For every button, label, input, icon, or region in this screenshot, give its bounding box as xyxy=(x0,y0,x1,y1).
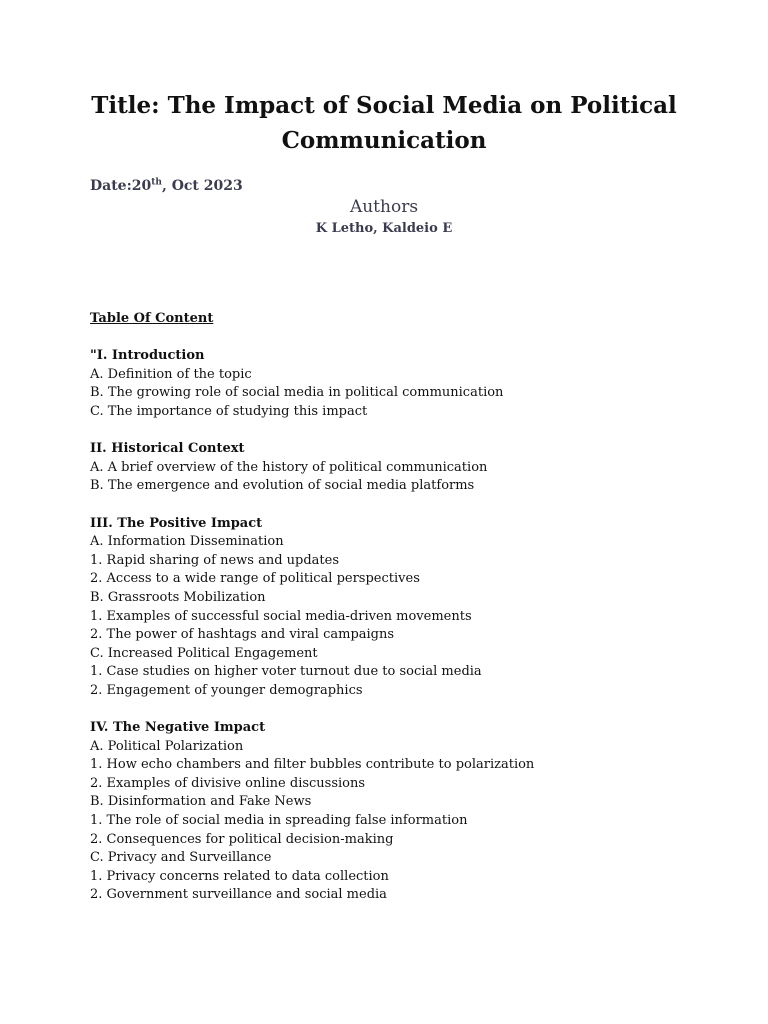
date-prefix: Date:20 xyxy=(90,178,152,194)
toc-line: 2. Engagement of younger demographics xyxy=(90,682,363,698)
toc-line: 1. Privacy concerns related to data collection xyxy=(90,868,389,884)
section-title: III. The Positive Impact xyxy=(90,515,263,531)
toc-section-historical-context xyxy=(90,440,710,496)
toc-line: 2. Examples of divisive online discussions xyxy=(90,775,366,791)
authors-heading: Authors xyxy=(349,197,419,217)
toc-line: B. Grassroots Mobilization xyxy=(90,589,266,605)
toc-line: C. Privacy and Surveillance xyxy=(90,850,272,866)
table-of-contents xyxy=(90,310,710,924)
toc-line: 1. The role of social media in spreading false information xyxy=(90,813,468,829)
toc-line: B. Disinformation and Fake News xyxy=(90,794,312,810)
date-suffix: , Oct 2023 xyxy=(161,178,243,194)
toc-line: C. The importance of studying this impact xyxy=(90,403,368,419)
toc-line: A. Information Dissemination xyxy=(90,534,284,550)
toc-line: A. Political Polarization xyxy=(90,738,244,754)
section-title: II. Historical Context xyxy=(90,441,245,457)
toc-line: 1. Case studies on higher voter turnout due to social media xyxy=(90,664,482,680)
toc-line: 1. How echo chambers and filter bubbles contribute to polarization xyxy=(90,757,535,773)
toc-line: C. Increased Political Engagement xyxy=(90,645,318,661)
toc-line: 2. The power of hashtags and viral campaigns xyxy=(90,627,395,643)
toc-line: 2. Government surveillance and social media xyxy=(90,887,387,903)
document-title: Title: The Impact of Social Media on Political Communication xyxy=(91,92,677,154)
section-title: "I. Introduction xyxy=(90,348,205,364)
toc-line: 1. Rapid sharing of news and updates xyxy=(90,552,339,568)
toc-line: 2. Consequences for political decision-making xyxy=(90,831,394,847)
toc-line: A. Definition of the topic xyxy=(90,366,252,382)
toc-line: 2. Access to a wide range of political perspectives xyxy=(90,571,420,587)
document-date xyxy=(90,178,243,194)
toc-section-positive-impact xyxy=(90,515,710,701)
toc-line: B. The growing role of social media in political communication xyxy=(90,385,504,401)
toc-section-negative-impact xyxy=(90,719,710,905)
toc-section-introduction xyxy=(90,347,710,421)
toc-line: 1. Examples of successful social media-driven movements xyxy=(90,608,472,624)
toc-heading: Table Of Content xyxy=(90,311,214,326)
date-ordinal-suffix: th xyxy=(151,177,162,188)
toc-line: B. The emergence and evolution of social media platforms xyxy=(90,478,475,494)
toc-line: A. A brief overview of the history of political communication xyxy=(90,459,488,475)
authors-names: K Letho, Kaldeio E xyxy=(315,221,453,236)
section-title: IV. The Negative Impact xyxy=(90,720,266,736)
